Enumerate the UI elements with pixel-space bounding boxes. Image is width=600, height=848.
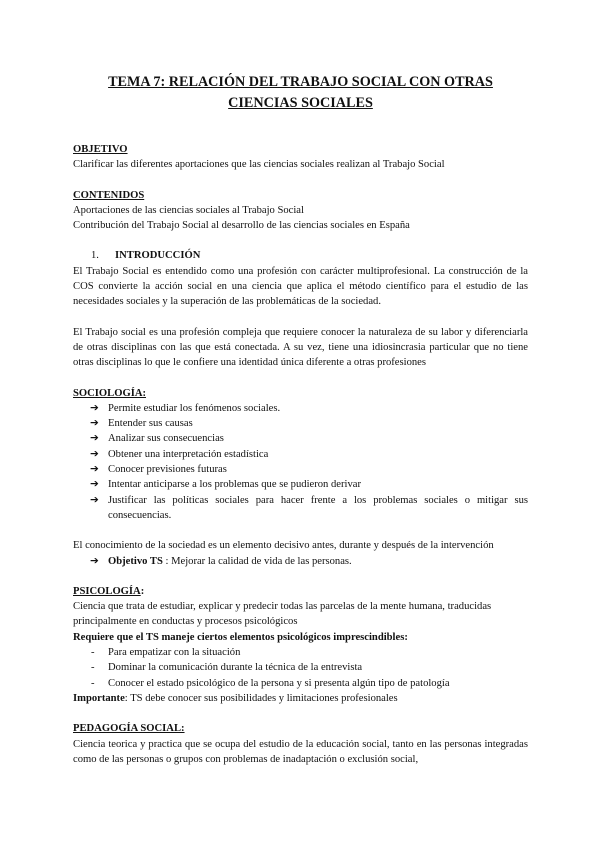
- section-number: 1.: [91, 250, 99, 262]
- list-item-text: Permite estudiar los fenómenos sociales.: [108, 402, 281, 414]
- list-item-text: Conocer el estado psicológico de la persona y si presenta algún tipo de patología: [108, 677, 450, 689]
- objective-label: Objetivo TS: [108, 555, 163, 567]
- sociologia-section: [73, 386, 528, 569]
- psicologia-heading-suffix: :: [140, 585, 145, 597]
- title-line-1: TEMA 7: RELACIÓN DEL TRABAJO SOCIAL CON OTRAS: [108, 74, 493, 90]
- introduccion-heading: [91, 248, 528, 263]
- list-item: [73, 676, 528, 691]
- psicologia-section: [73, 584, 528, 706]
- list-item-text: Conocer previsiones futuras: [108, 464, 227, 476]
- dash-bullet: -: [91, 677, 95, 689]
- psicologia-important: [73, 691, 528, 706]
- arrow-bullet-icon: ➔: [90, 447, 99, 460]
- list-item: [73, 660, 528, 675]
- sociologia-list: [73, 401, 528, 523]
- psicologia-requirement: Requiere que el TS maneje ciertos elementos psicológicos imprescindibles:: [73, 631, 408, 643]
- list-item-text: Dominar la comunicación durante la técnica de la entrevista: [108, 662, 363, 674]
- psicologia-list: [73, 645, 528, 691]
- arrow-bullet-icon: ➔: [90, 478, 99, 491]
- objetivo-section: [73, 142, 528, 173]
- document-content: [73, 72, 528, 782]
- list-item-text: Justificar las políticas sociales para hacer frente a los problemas sociales o mitigar sus consecuencias.: [108, 494, 528, 521]
- arrow-bullet-icon: ➔: [90, 463, 99, 476]
- list-item: [73, 645, 528, 660]
- list-item: [73, 431, 528, 446]
- sociologia-objective-list: [73, 554, 528, 569]
- arrow-bullet-icon: ➔: [90, 401, 99, 414]
- contenidos-item: Aportaciones de las ciencias sociales al Trabajo Social: [73, 204, 304, 216]
- important-label: Importante: [73, 692, 125, 704]
- list-item-text: Analizar sus consecuencias: [108, 433, 224, 445]
- dash-bullet: -: [91, 662, 95, 674]
- arrow-bullet-icon: ➔: [90, 554, 99, 567]
- introduccion-paragraph-1: El Trabajo Social es entendido como una profesión con carácter multiprofesional. La construcción de la COS convierte la acción social en una ciencia que aplica el método científico para el estudio de las necesidades sociales y la superación de las problemáticas de la sociedad.: [73, 265, 528, 308]
- list-item: [73, 447, 528, 462]
- contenidos-section: [73, 188, 528, 234]
- objetivo-text: Clarificar las diferentes aportaciones que las ciencias sociales realizan al Trabajo Social: [73, 159, 445, 171]
- list-item: [73, 477, 528, 492]
- list-item: [73, 554, 528, 569]
- list-item-text: Entender sus causas: [108, 418, 193, 430]
- title-line-2: CIENCIAS SOCIALES: [228, 95, 373, 111]
- contenidos-heading: CONTENIDOS: [73, 189, 145, 201]
- pedagogia-section: [73, 721, 528, 767]
- psicologia-heading-row: [73, 584, 528, 599]
- objetivo-heading: OBJETIVO: [73, 144, 128, 155]
- arrow-bullet-icon: ➔: [90, 417, 99, 430]
- arrow-bullet-icon: ➔: [90, 432, 99, 445]
- list-item-text: Intentar anticiparse a los problemas que se pudieron derivar: [108, 479, 361, 491]
- dash-bullet: -: [91, 647, 95, 659]
- contenidos-item: Contribución del Trabajo Social al desarrollo de las ciencias sociales en España: [73, 220, 410, 232]
- important-text: : TS debe conocer sus posibilidades y limitaciones profesionales: [124, 692, 398, 704]
- psicologia-heading: PSICOLOGÍA: [73, 585, 141, 597]
- sociologia-heading: SOCIOLOGÍA:: [73, 387, 146, 399]
- list-item: [73, 416, 528, 431]
- pedagogia-paragraph: Ciencia teorica y practica que se ocupa del estudio de la educación social, tanto en las personas integradas como de las personas o grupos con problemas de inadaptación o exclusión social,: [73, 738, 528, 765]
- list-item-text: Para empatizar con la situación: [108, 647, 241, 659]
- arrow-bullet-icon: ➔: [90, 493, 99, 506]
- psicologia-paragraph: Ciencia que trata de estudiar, explicar y predecir todas las parcelas de la mente humana, traducidas principalmente en conductas y procesos psicológicos: [73, 601, 492, 628]
- introduccion-section: [73, 248, 528, 370]
- list-item: [73, 493, 528, 524]
- document-title: [73, 72, 528, 114]
- introduccion-paragraph-2: El Trabajo social es una profesión compleja que requiere conocer la naturaleza de su labor y diferenciarla de otras disciplinas con las que está conectada. A su vez, tiene una idiosincrasia particular que no tiene otras disciplinas lo que le confiere una identidad única diferente a otras profesiones: [73, 326, 528, 369]
- sociologia-paragraph: El conocimiento de la sociedad es un elemento decisivo antes, durante y después de la intervención: [73, 540, 494, 552]
- introduccion-heading-text: INTRODUCCIÓN: [115, 250, 201, 262]
- list-item: [73, 401, 528, 416]
- pedagogia-heading: PEDAGOGÍA SOCIAL:: [73, 723, 185, 735]
- list-item-text: Obtener una interpretación estadística: [108, 448, 269, 460]
- list-item: [73, 462, 528, 477]
- objective-text: : Mejorar la calidad de vida de las personas.: [162, 555, 352, 567]
